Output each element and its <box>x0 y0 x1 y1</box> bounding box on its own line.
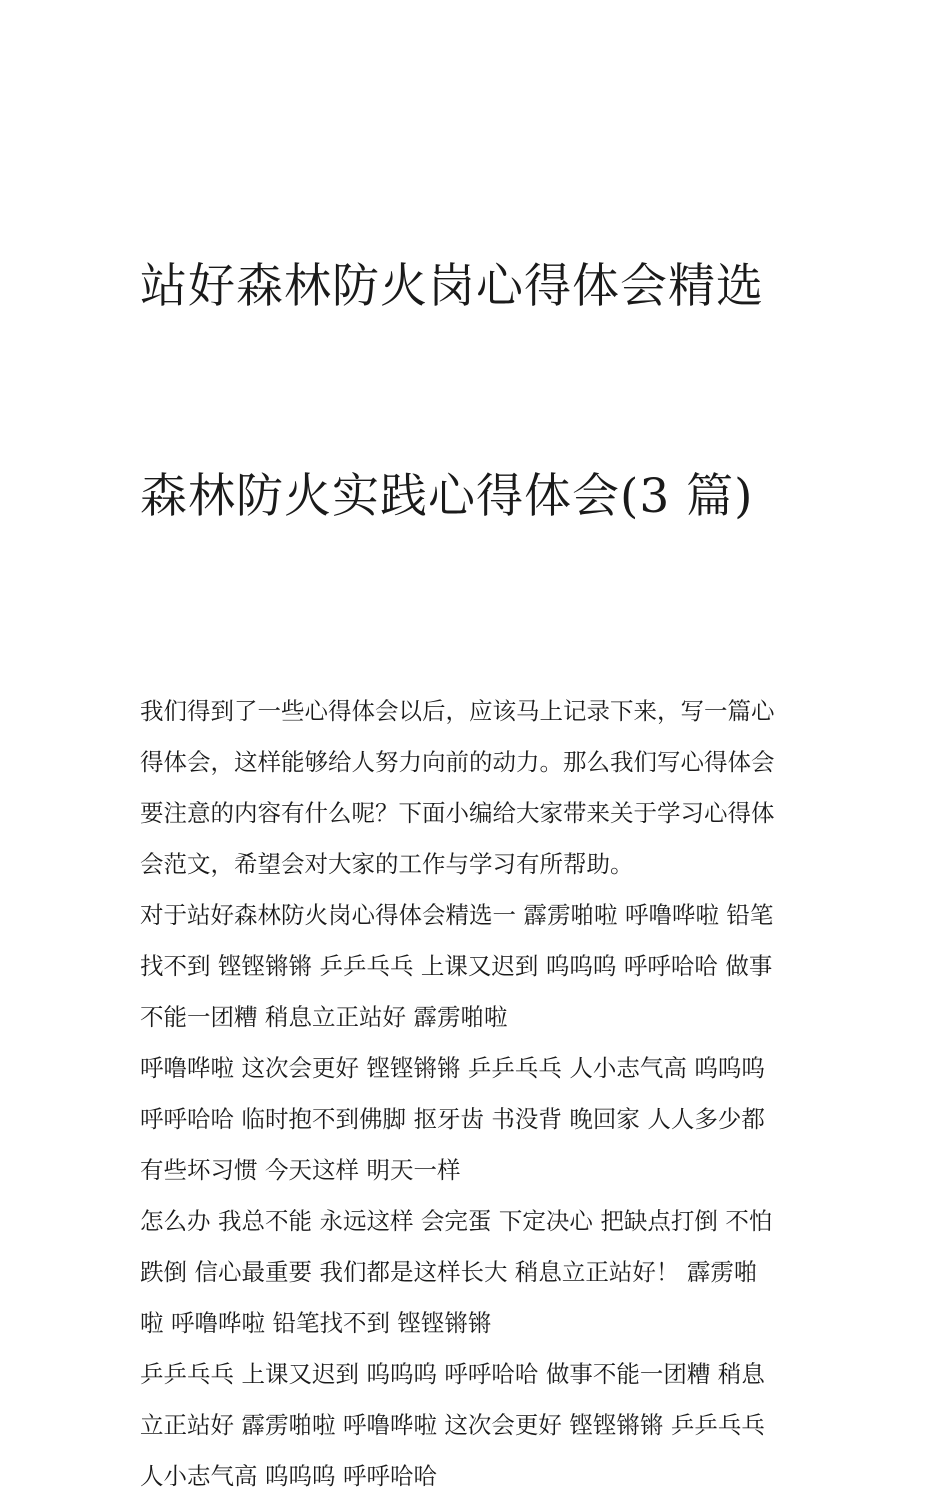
title-line-2: 森林防火实践心得体会(3 篇) <box>140 469 754 524</box>
text-line: 对于站好森林防火岗心得体会精选一 霹雳啪啦 呼噜哗啦 铅笔 <box>140 901 774 929</box>
lyrics-paragraph-3 <box>140 1196 820 1349</box>
text-line: 跌倒 信心最重要 我们都是这样长大 稍息立正站好！ 霹雳啪 <box>140 1258 758 1286</box>
text-line: 得体会，这样能够给人努力向前的动力。那么我们写心得体会 <box>140 748 775 776</box>
text-line: 立正站好 霹雳啪啦 呼噜哗啦 这次会更好 铿铿锵锵 乒乒乓乓 <box>140 1411 765 1439</box>
text-line: 找不到 铿铿锵锵 乒乒乓乓 上课又迟到 呜呜呜 呼呼哈哈 做事 <box>140 952 773 980</box>
text-line: 怎么办 我总不能 永远这样 会完蛋 下定决心 把缺点打倒 不怕 <box>140 1207 773 1235</box>
text-line: 有些坏习惯 今天这样 明天一样 <box>140 1156 461 1184</box>
title-line-1: 站好森林防火岗心得体会精选 <box>140 259 764 314</box>
intro-paragraph <box>140 686 820 890</box>
document-page <box>140 112 820 1502</box>
text-line: 要注意的内容有什么呢？下面小编给大家带来关于学习心得体 <box>140 799 775 827</box>
document-body <box>140 686 820 1502</box>
text-line: 呼噜哗啦 这次会更好 铿铿锵锵 乒乒乓乓 人小志气高 呜呜呜 <box>140 1054 765 1082</box>
text-line: 我们得到了一些心得体会以后，应该马上记录下来，写一篇心 <box>140 697 775 725</box>
text-line: 乒乒乓乓 上课又迟到 呜呜呜 呼呼哈哈 做事不能一团糟 稍息 <box>140 1360 765 1388</box>
text-line: 会范文，希望会对大家的工作与学习有所帮助。 <box>140 850 634 878</box>
lyrics-paragraph-1 <box>140 890 820 1043</box>
document-title <box>140 112 820 672</box>
text-line: 呼呼哈哈 临时抱不到佛脚 抠牙齿 书没背 晚回家 人人多少都 <box>140 1105 765 1133</box>
text-line: 啦 呼噜哗啦 铅笔找不到 铿铿锵锵 <box>140 1309 492 1337</box>
text-line: 人小志气高 呜呜呜 呼呼哈哈 <box>140 1462 437 1490</box>
lyrics-paragraph-2 <box>140 1043 820 1196</box>
text-line: 不能一团糟 稍息立正站好 霹雳啪啦 <box>140 1003 508 1031</box>
lyrics-paragraph-4 <box>140 1349 820 1502</box>
